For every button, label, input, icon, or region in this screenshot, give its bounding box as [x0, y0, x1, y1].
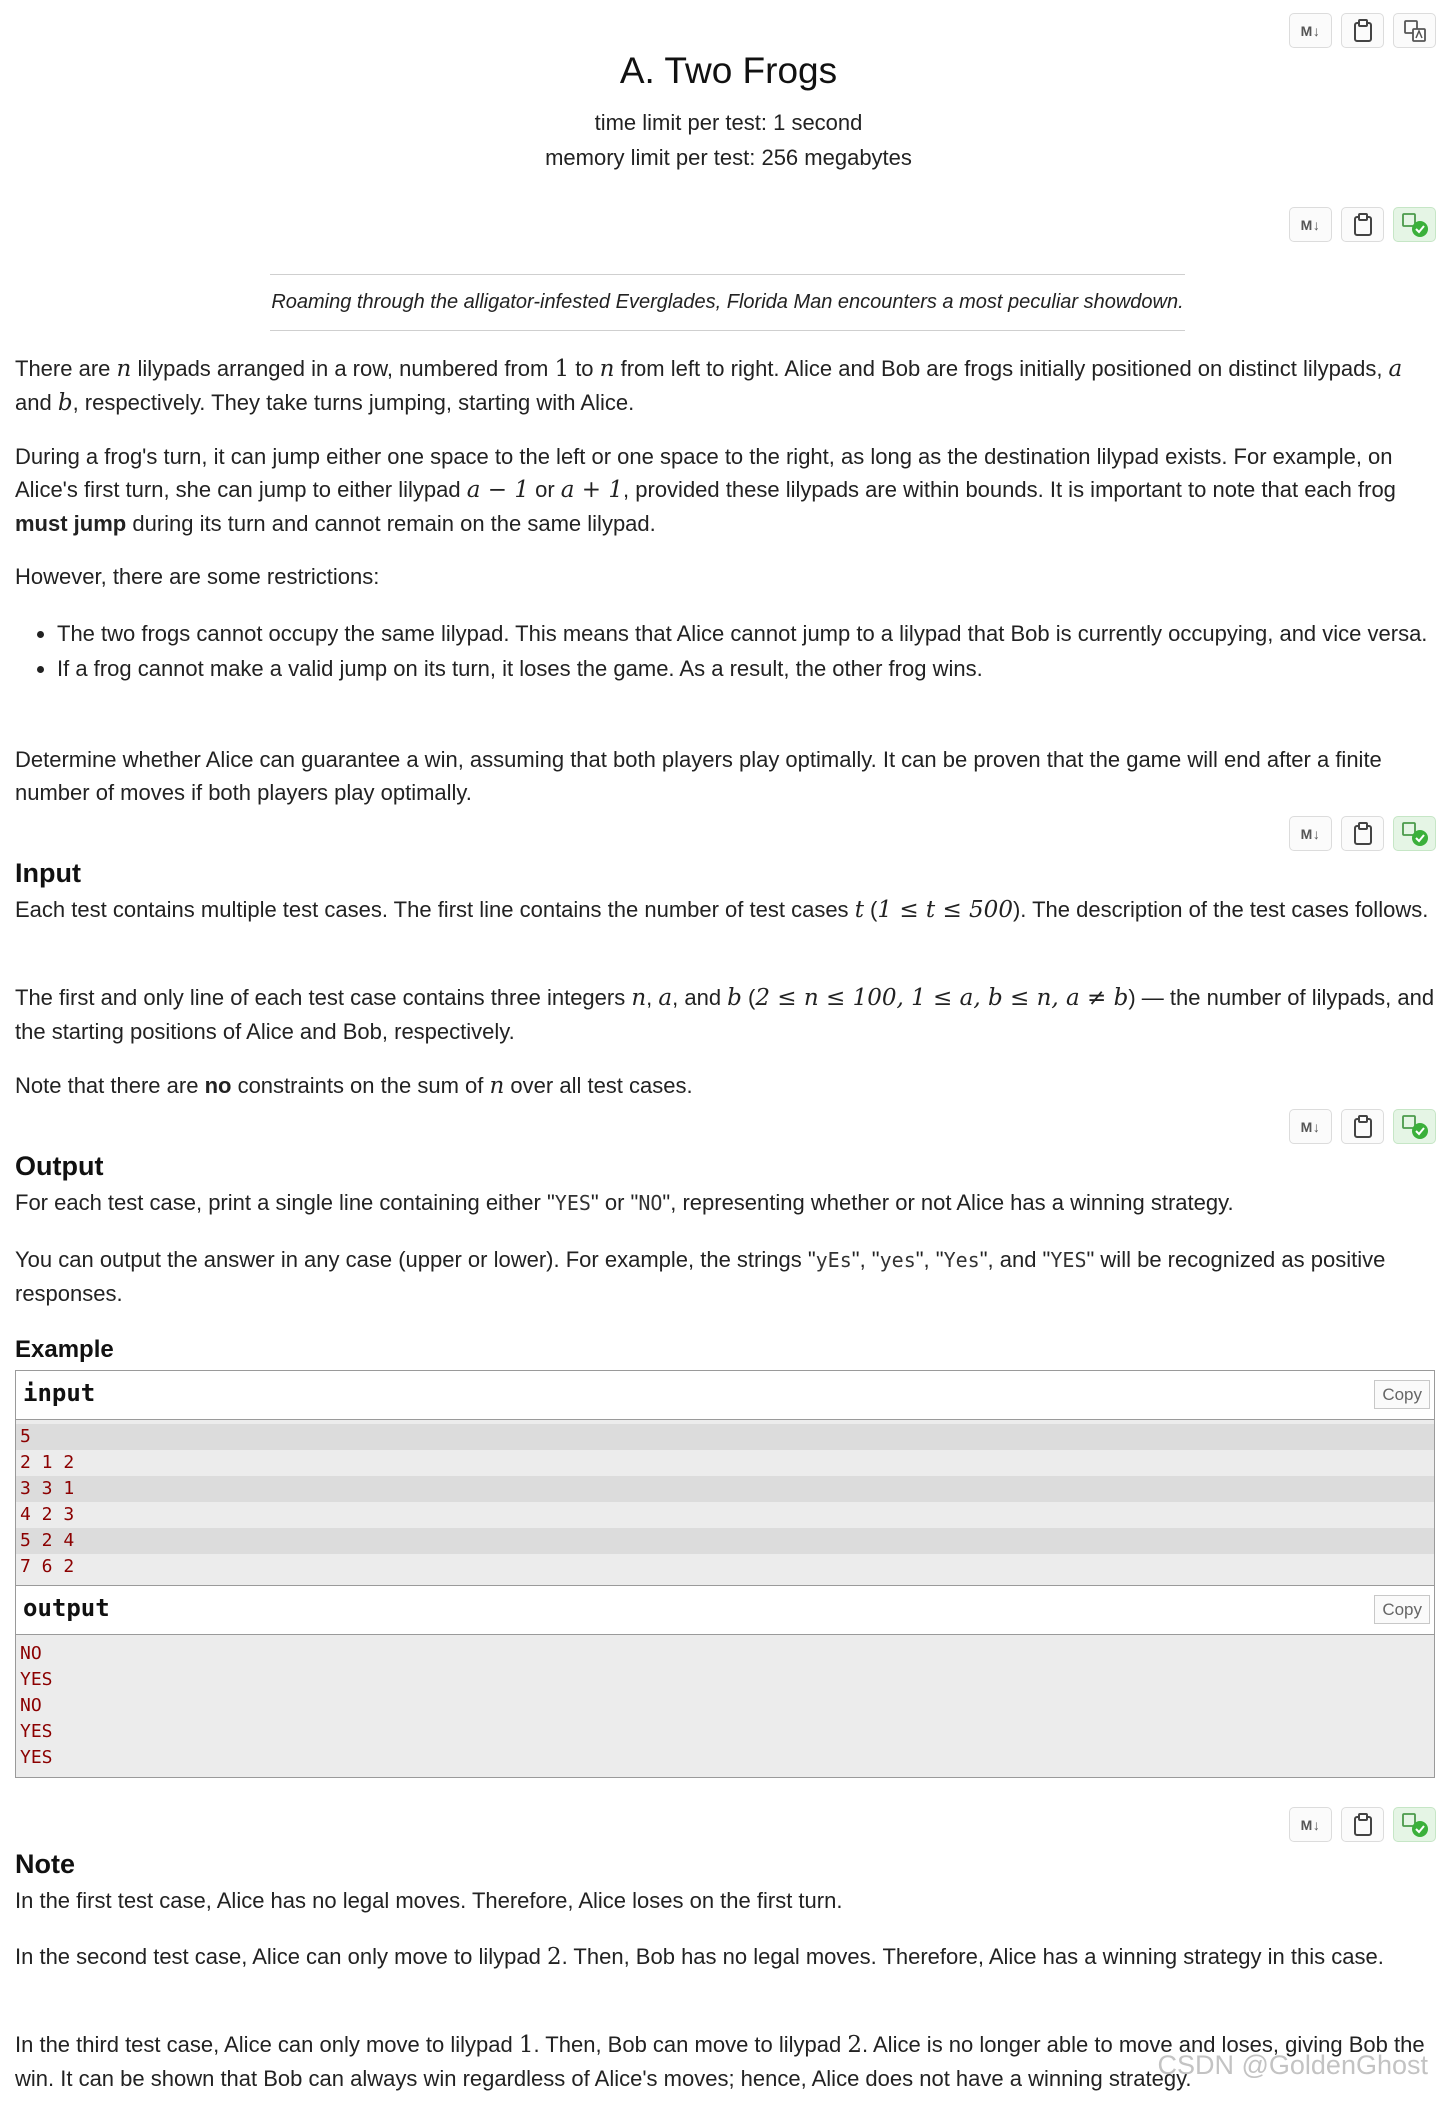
translate-button[interactable] [1393, 13, 1436, 48]
input-label: input [23, 1379, 96, 1407]
copy-clipboard-button[interactable] [1341, 13, 1384, 48]
copy-clipboard-button[interactable] [1341, 207, 1384, 242]
markdown-button[interactable]: M↓ [1289, 1109, 1332, 1144]
input-line: 4 2 3 [20, 1504, 75, 1525]
memory-limit: memory limit per test: 256 megabytes [545, 145, 912, 170]
markdown-button[interactable]: M↓ [1289, 1807, 1332, 1842]
example-label: Example [15, 1336, 114, 1363]
time-limit: time limit per test: 1 second [594, 110, 863, 135]
list-item: • The two frogs cannot occupy the same lilypad. This means that Alice cannot jump to a lilypad that Bob is currently occupying, and vice versa. [57, 617, 1436, 650]
statement-toolbar [1289, 207, 1436, 242]
input-paragraph-1: Each test contains multiple test cases. The first line contains the number of test cases t (1 ≤ t ≤ 500). The description of the test cases follows. [15, 897, 1429, 923]
header-toolbar [1289, 13, 1436, 48]
input-heading: Input [15, 858, 81, 888]
legend-text: Roaming through the alligator-infested Everglades, Florida Man encounters a most peculiar showdown. [271, 291, 1184, 313]
page-title: A. Two Frogs [619, 50, 838, 91]
example-input-box [15, 1370, 1435, 1587]
copy-output-button[interactable]: Copy [1374, 1595, 1430, 1624]
input-toolbar [1289, 816, 1436, 851]
output-line: YES [20, 1721, 53, 1742]
note-paragraph-1: In the first test case, Alice has no legal moves. Therefore, Alice loses on the first turn. [15, 1888, 843, 1913]
clipboard-icon [1353, 822, 1373, 846]
translate-done-button[interactable] [1393, 1807, 1436, 1842]
watermark: CSDN @GoldenGhost [1157, 2050, 1428, 2080]
statement-paragraph-4: Determine whether Alice can guarantee a win, assuming that both players play optimally. It can be proven that the game will end after a finite number of moves if both players play optimally. [15, 747, 1382, 805]
translate-check-icon [1401, 1812, 1429, 1838]
output-label: output [23, 1594, 110, 1622]
output-line: NO [20, 1643, 42, 1664]
markdown-button[interactable]: M↓ [1289, 816, 1332, 851]
output-line: NO [20, 1695, 42, 1716]
translate-done-button[interactable] [1393, 1109, 1436, 1144]
output-line: YES [20, 1747, 53, 1768]
copy-clipboard-button[interactable] [1341, 816, 1384, 851]
example-output-box [15, 1585, 1435, 1778]
input-line: 5 2 4 [16, 1528, 1434, 1554]
copy-clipboard-button[interactable] [1341, 1807, 1384, 1842]
statement-paragraph-3: However, there are some restrictions: [15, 564, 380, 589]
statement-paragraph-1: There are n lilypads arranged in a row, numbered from 1 to n from left to right. Alice and Bob are frogs initially positioned on distinct lilypads, a and b, respectively. They take turns jumping, starting with Alice. [15, 356, 1403, 416]
example-input-header [16, 1371, 1434, 1420]
note-paragraph-3: In the third test case, Alice can only move to lilypad 1. Then, Bob can move to lilypad 2. Alice is no longer able to move and loses, giving Bob the win. It can be shown that Bob can always win regardless of Alice's moves; hence, Alice does not have a winning strategy. [15, 2032, 1425, 2091]
input-line: 2 1 2 [20, 1452, 75, 1473]
list-item: • If a frog cannot make a valid jump on its turn, it loses the game. As a result, the other frog wins. [57, 652, 1436, 685]
statement-paragraph-2: During a frog's turn, it can jump either one space to the left or one space to the right, as long as the destination lilypad exists. For example, on Alice's first turn, she can jump to either lilypad a − 1 or a + 1, provided these lilypads are within bounds. It is important to note that each frog must jump during its turn and cannot remain on the same lilypad. [15, 444, 1396, 536]
clipboard-icon [1353, 1115, 1373, 1139]
input-line: 3 3 1 [16, 1476, 1434, 1502]
copy-input-button[interactable]: Copy [1374, 1380, 1430, 1409]
translate-check-icon [1401, 212, 1429, 238]
note-paragraph-2: In the second test case, Alice can only move to lilypad 2. Then, Bob has no legal moves. Therefore, Alice has a winning strategy in this case. [15, 1944, 1384, 1970]
copy-clipboard-button[interactable] [1341, 1109, 1384, 1144]
markdown-button[interactable]: M↓ [1289, 13, 1332, 48]
output-toolbar [1289, 1109, 1436, 1144]
note-toolbar [1289, 1807, 1436, 1842]
translate-done-button[interactable] [1393, 207, 1436, 242]
legend-box [270, 274, 1185, 331]
clipboard-icon [1353, 1813, 1373, 1837]
clipboard-icon [1353, 213, 1373, 237]
note-heading: Note [15, 1849, 75, 1879]
output-paragraph-1: For each test case, print a single line containing either "YES" or "NO", representing whether or not Alice has a winning strategy. [15, 1190, 1234, 1215]
translate-done-button[interactable] [1393, 816, 1436, 851]
translate-check-icon [1401, 821, 1429, 847]
output-heading: Output [15, 1151, 104, 1181]
input-paragraph-2: The first and only line of each test case contains three integers n, a, and b (2 ≤ n ≤ 100, 1 ≤ a, b ≤ n, a ≠ b) — the number of lilypads, and the starting positions of Alice and Bob, respectively. [15, 985, 1435, 1044]
example-output-lines [16, 1635, 1434, 1777]
output-paragraph-2: You can output the answer in any case (upper or lower). For example, the strings "yEs", "yes", "Yes", and "YES" will be recognized as positive responses. [15, 1247, 1386, 1306]
translate-check-icon [1401, 1114, 1429, 1140]
example-output-header [16, 1586, 1434, 1635]
input-paragraph-3: Note that there are no constraints on the sum of n over all test cases. [15, 1073, 693, 1099]
example-input-lines [16, 1420, 1434, 1586]
input-line: 5 [16, 1424, 1434, 1450]
translate-icon [1403, 19, 1427, 43]
input-line: 7 6 2 [20, 1556, 75, 1577]
markdown-button[interactable]: M↓ [1289, 207, 1332, 242]
clipboard-icon [1353, 19, 1373, 43]
output-line: YES [20, 1669, 53, 1690]
restrictions-list [15, 617, 1436, 687]
